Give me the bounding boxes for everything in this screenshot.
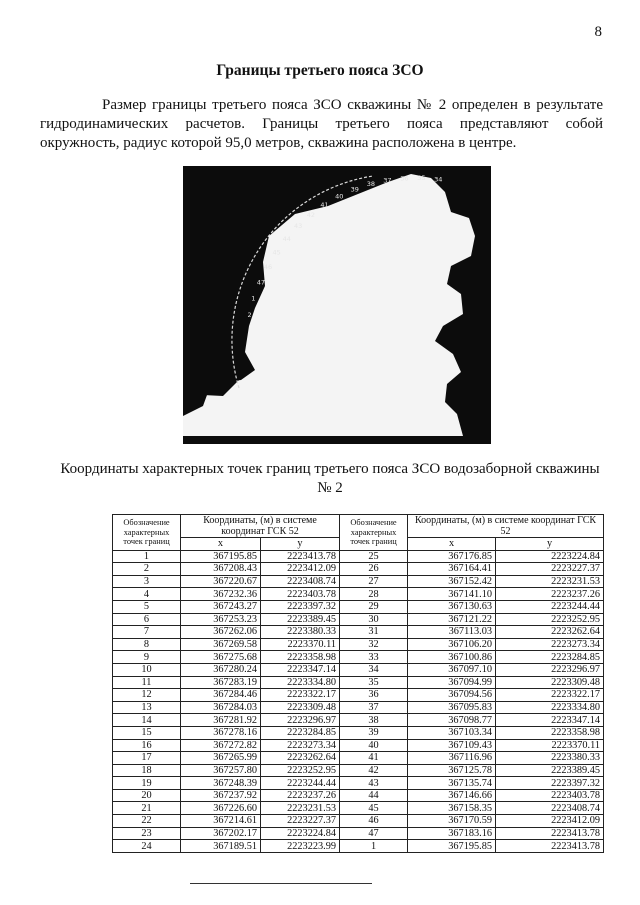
- y-value: 2223413.78: [261, 550, 340, 563]
- point-number: 23: [113, 827, 181, 840]
- x-value: 367280.24: [181, 663, 261, 676]
- point-number: 17: [113, 752, 181, 765]
- x-value: 367098.77: [408, 714, 496, 727]
- table-row: [113, 777, 604, 790]
- map-point-label: 38: [366, 180, 375, 188]
- y-value: 2223408.74: [261, 575, 340, 588]
- y-value: 2223403.78: [496, 789, 604, 802]
- point-number: 31: [340, 626, 408, 639]
- x-value: 367284.46: [181, 689, 261, 702]
- point-number: 25: [340, 550, 408, 563]
- x-value: 367278.16: [181, 726, 261, 739]
- x-value: 367202.17: [181, 827, 261, 840]
- x-column-header: x: [181, 538, 261, 551]
- point-number: 26: [340, 563, 408, 576]
- table-row: [113, 802, 604, 815]
- point-number: 6: [113, 613, 181, 626]
- y-value: 2223347.14: [261, 663, 340, 676]
- y-value: 2223284.85: [261, 726, 340, 739]
- point-number: 22: [113, 815, 181, 828]
- map-point-label: 44: [282, 234, 291, 243]
- table-row: [113, 563, 604, 576]
- map-point-label: 39: [350, 185, 359, 194]
- x-value: 367232.36: [181, 588, 261, 601]
- table-row: [113, 638, 604, 651]
- x-value: 367262.06: [181, 626, 261, 639]
- point-number: 42: [340, 764, 408, 777]
- map-point-label: 45: [272, 248, 281, 257]
- table-row: [113, 789, 604, 802]
- x-value: 367226.60: [181, 802, 261, 815]
- y-value: 2223380.33: [261, 626, 340, 639]
- table-row: [113, 726, 604, 739]
- x-value: 367094.56: [408, 689, 496, 702]
- x-value: 367094.99: [408, 676, 496, 689]
- map-point-label: 43: [294, 222, 303, 231]
- y-value: 2223231.53: [496, 575, 604, 588]
- table-row: [113, 714, 604, 727]
- map-point-label: 37: [383, 176, 392, 185]
- x-value: 367116.96: [408, 752, 496, 765]
- table-row: [113, 626, 604, 639]
- x-value: 367257.80: [181, 764, 261, 777]
- point-number: 3: [113, 575, 181, 588]
- page-number: 8: [594, 24, 602, 40]
- x-value: 367130.63: [408, 600, 496, 613]
- footnote-divider: [190, 883, 372, 884]
- x-value: 367113.03: [408, 626, 496, 639]
- x-value: 367170.59: [408, 815, 496, 828]
- point-number: 38: [340, 714, 408, 727]
- y-value: 2223231.53: [261, 802, 340, 815]
- point-number: 8: [113, 638, 181, 651]
- map-point-label: 34: [434, 175, 443, 184]
- point-number: 39: [340, 726, 408, 739]
- point-number: 19: [113, 777, 181, 790]
- coordinates-table: [112, 514, 604, 853]
- point-number: 18: [113, 764, 181, 777]
- map-point-label: 46: [263, 263, 273, 272]
- table-row: [113, 764, 604, 777]
- y-value: 2223237.26: [261, 789, 340, 802]
- y-column-header: y: [496, 538, 604, 551]
- point-number: 10: [113, 663, 181, 676]
- x-value: 367106.20: [408, 638, 496, 651]
- x-value: 367265.99: [181, 752, 261, 765]
- map-point-label: 41: [320, 200, 329, 209]
- map-point-label: 47: [256, 278, 266, 287]
- body-paragraph: Размер границы третьего пояса ЗСО скважины № 2 определен в результате гидродинамических расчетов. Границы третьего пояса представляют собой окружность, радиус которой 95,0 метров, скважина расположена в центре.: [40, 97, 603, 151]
- y-value: 2223334.80: [496, 701, 604, 714]
- y-value: 2223224.84: [496, 550, 604, 563]
- x-value: 367183.16: [408, 827, 496, 840]
- point-number: 45: [340, 802, 408, 815]
- point-number: 11: [113, 676, 181, 689]
- coord-group-header: Координаты, (м) в системе координат ГСК 52: [408, 515, 604, 538]
- table-row: [113, 827, 604, 840]
- point-column-header: Обозначение характерных точек границ: [340, 515, 408, 551]
- y-value: 2223389.45: [496, 764, 604, 777]
- y-value: 2223412.09: [496, 815, 604, 828]
- table-row: [113, 689, 604, 702]
- coord-group-header: Координаты, (м) в системе координат ГСК 52: [181, 515, 340, 538]
- point-number: 47: [340, 827, 408, 840]
- x-value: 367189.51: [181, 840, 261, 853]
- point-number: 41: [340, 752, 408, 765]
- y-value: 2223244.44: [261, 777, 340, 790]
- x-value: 367152.42: [408, 575, 496, 588]
- point-number: 13: [113, 701, 181, 714]
- point-number: 30: [340, 613, 408, 626]
- y-value: 2223322.17: [261, 689, 340, 702]
- y-value: 2223370.11: [496, 739, 604, 752]
- point-number: 7: [113, 626, 181, 639]
- point-number: 33: [340, 651, 408, 664]
- point-number: 46: [340, 815, 408, 828]
- y-value: 2223413.78: [496, 840, 604, 853]
- y-value: 2223358.98: [496, 726, 604, 739]
- x-value: 367100.86: [408, 651, 496, 664]
- y-value: 2223252.95: [261, 764, 340, 777]
- table-row: [113, 739, 604, 752]
- table-caption: Координаты характерных точек границ третьего пояса ЗСО водозаборной скважины № 2: [60, 461, 600, 496]
- x-value: 367275.68: [181, 651, 261, 664]
- y-value: 2223389.45: [261, 613, 340, 626]
- y-value: 2223227.37: [261, 815, 340, 828]
- point-number: 34: [340, 663, 408, 676]
- y-value: 2223262.64: [261, 752, 340, 765]
- y-value: 2223273.34: [261, 739, 340, 752]
- table-row: [113, 752, 604, 765]
- y-value: 2223244.44: [496, 600, 604, 613]
- map-point-label: 36: [400, 174, 409, 183]
- point-number: 12: [113, 689, 181, 702]
- x-value: 367135.74: [408, 777, 496, 790]
- y-value: 2223296.97: [496, 663, 604, 676]
- point-number: 28: [340, 588, 408, 601]
- point-number: 15: [113, 726, 181, 739]
- x-value: 367103.34: [408, 726, 496, 739]
- x-value: 367195.85: [181, 550, 261, 563]
- point-column-header: Обозначение характерных точек границ: [113, 515, 181, 551]
- x-value: 367214.61: [181, 815, 261, 828]
- x-value: 367121.22: [408, 613, 496, 626]
- table-row: [113, 840, 604, 853]
- y-value: 2223397.32: [261, 600, 340, 613]
- table-row: [113, 815, 604, 828]
- map-point-label: 40: [335, 192, 344, 201]
- table-row: [113, 550, 604, 563]
- x-value: 367237.92: [181, 789, 261, 802]
- map-point-label: 35: [417, 174, 426, 183]
- map-point-label: 42: [306, 210, 315, 219]
- y-value: 2223309.48: [496, 676, 604, 689]
- x-value: 367272.82: [181, 739, 261, 752]
- point-number: 14: [113, 714, 181, 727]
- x-value: 367141.10: [408, 588, 496, 601]
- point-number: 29: [340, 600, 408, 613]
- y-value: 2223309.48: [261, 701, 340, 714]
- x-value: 367146.66: [408, 789, 496, 802]
- y-value: 2223358.98: [261, 651, 340, 664]
- point-number: 1: [113, 550, 181, 563]
- y-value: 2223412.09: [261, 563, 340, 576]
- point-number: 37: [340, 701, 408, 714]
- x-value: 367243.27: [181, 600, 261, 613]
- point-number: 4: [113, 588, 181, 601]
- y-value: 2223237.26: [496, 588, 604, 601]
- y-value: 2223408.74: [496, 802, 604, 815]
- y-value: 2223227.37: [496, 563, 604, 576]
- y-value: 2223403.78: [261, 588, 340, 601]
- x-column-header: x: [408, 538, 496, 551]
- table-row: [113, 600, 604, 613]
- y-value: 2223322.17: [496, 689, 604, 702]
- x-value: 367097.10: [408, 663, 496, 676]
- x-value: 367164.41: [408, 563, 496, 576]
- x-value: 367284.03: [181, 701, 261, 714]
- x-value: 367253.23: [181, 613, 261, 626]
- table-row: [113, 676, 604, 689]
- x-value: 367220.67: [181, 575, 261, 588]
- y-value: 2223273.34: [496, 638, 604, 651]
- y-value: 2223397.32: [496, 777, 604, 790]
- point-number: 43: [340, 777, 408, 790]
- y-value: 2223284.85: [496, 651, 604, 664]
- point-number: 35: [340, 676, 408, 689]
- map-bottom-band: [183, 436, 491, 444]
- table-row: [113, 575, 604, 588]
- point-number: 9: [113, 651, 181, 664]
- x-value: 367248.39: [181, 777, 261, 790]
- y-value: 2223252.95: [496, 613, 604, 626]
- table-row: [113, 588, 604, 601]
- x-value: 367158.35: [408, 802, 496, 815]
- x-value: 367176.85: [408, 550, 496, 563]
- y-value: 2223296.97: [261, 714, 340, 727]
- table-row: [113, 651, 604, 664]
- x-value: 367281.92: [181, 714, 261, 727]
- x-value: 367269.58: [181, 638, 261, 651]
- point-number: 36: [340, 689, 408, 702]
- y-value: 2223334.80: [261, 676, 340, 689]
- map-point-label: 1: [251, 294, 256, 303]
- page-title: Границы третьего пояса ЗСО: [216, 62, 424, 79]
- point-number: 44: [340, 789, 408, 802]
- y-value: 2223347.14: [496, 714, 604, 727]
- table-row: [113, 701, 604, 714]
- y-value: 2223224.84: [261, 827, 340, 840]
- map-point-label: 2: [247, 311, 252, 320]
- y-value: 2223370.11: [261, 638, 340, 651]
- point-number: 40: [340, 739, 408, 752]
- x-value: 367283.19: [181, 676, 261, 689]
- y-value: 2223223.99: [261, 840, 340, 853]
- x-value: 367095.83: [408, 701, 496, 714]
- point-number: 32: [340, 638, 408, 651]
- y-value: 2223413.78: [496, 827, 604, 840]
- point-number: 27: [340, 575, 408, 588]
- point-number: 16: [113, 739, 181, 752]
- point-number: 2: [113, 563, 181, 576]
- point-number: 20: [113, 789, 181, 802]
- zone-boundary-map: [183, 166, 491, 444]
- x-value: 367125.78: [408, 764, 496, 777]
- point-number: 24: [113, 840, 181, 853]
- table-row: [113, 663, 604, 676]
- x-value: 367195.85: [408, 840, 496, 853]
- y-value: 2223262.64: [496, 626, 604, 639]
- x-value: 367109.43: [408, 739, 496, 752]
- map-image: [183, 166, 491, 444]
- point-number: 1: [340, 840, 408, 853]
- point-number: 21: [113, 802, 181, 815]
- x-value: 367208.43: [181, 563, 261, 576]
- point-number: 5: [113, 600, 181, 613]
- y-value: 2223380.33: [496, 752, 604, 765]
- table-row: [113, 613, 604, 626]
- y-column-header: y: [261, 538, 340, 551]
